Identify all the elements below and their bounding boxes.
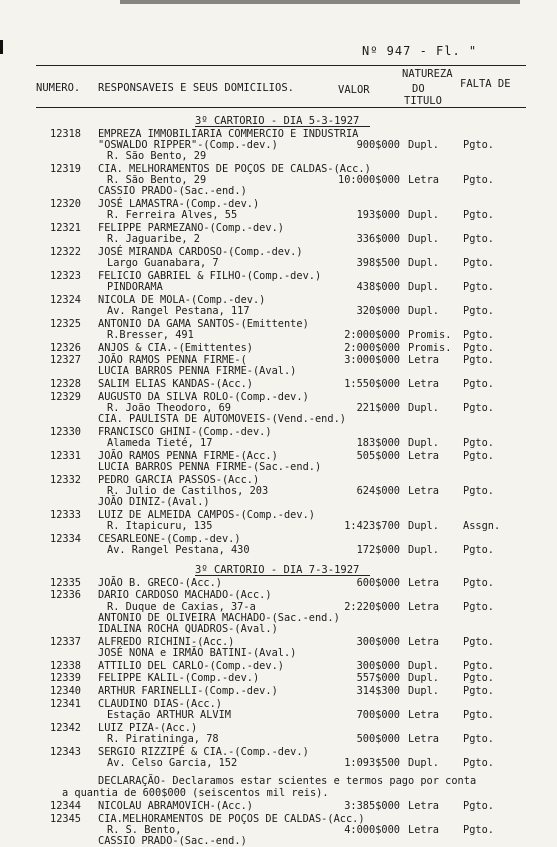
entry-number: 12323 (50, 269, 81, 282)
entry-line: R. Piratininga, 78 (107, 732, 219, 745)
entry-line: CASSIO PRADO-(Sac.-end.) (98, 834, 247, 847)
entry-nature: Dupl. (408, 520, 439, 533)
entry-value: 438$000 (356, 281, 400, 294)
entry-number: 12326 (50, 341, 81, 354)
entry-value: 300$000 (356, 659, 400, 672)
entry-line: SERGIO RIZZIPÉ & CIA.-(Comp.-dev.) (98, 745, 309, 758)
margin-mark (0, 40, 3, 54)
entry-situation: Pgto. (463, 257, 494, 270)
section-title: 3º CARTORIO - DIA 7-3-1927 (195, 563, 360, 576)
entry-line: JOÃO RAMOS PENNA FIRME-(Acc.) (98, 449, 278, 462)
entry-situation: Pgto. (463, 378, 494, 391)
entry-line: LUIZ PIZA-(Acc.) (98, 721, 198, 734)
entry-situation: Pgto. (463, 659, 494, 672)
entry-line: R. Ferreira Alves, 55 (107, 209, 238, 222)
entry-line: PINDORAMA (107, 281, 163, 294)
header-responsaveis: RESPONSAVEIS E SEUS DOMICILIOS. (98, 82, 294, 94)
entry-line: IDALINA ROCHA QUADROS-(Aval.) (98, 622, 278, 635)
entry-situation: Pgto. (463, 354, 494, 367)
entry-number: 12319 (50, 163, 81, 176)
entry-line: AUGUSTO DA SILVA ROLO-(Comp.-dev.) (98, 390, 309, 403)
entry-value: 500$000 (356, 732, 400, 745)
entry-nature: Dupl. (408, 281, 439, 294)
entry-value: 2:000$000 (344, 328, 400, 341)
entry-situation: Pgto. (463, 233, 494, 246)
entry-situation: Pgto. (463, 328, 494, 341)
entry-number: 12320 (50, 198, 81, 211)
entry-situation: Pgto. (463, 576, 494, 589)
entry-situation: Pgto. (463, 708, 494, 721)
entry-situation: Pgto. (463, 281, 494, 294)
entry-situation: Pgto. (463, 823, 494, 836)
entry-number: 12343 (50, 745, 81, 758)
entry-line: R. São Bento, 29 (107, 174, 207, 187)
entry-value: 10:000$000 (338, 174, 400, 187)
entry-number: 12341 (50, 697, 81, 710)
header-numero: NUMERO. (36, 82, 81, 94)
entry-number: 12318 (50, 128, 81, 140)
entry-nature: Dupl. (408, 257, 439, 270)
entry-nature: Dupl. (408, 139, 439, 152)
entry-line: R. S. Bento, (107, 823, 182, 836)
entry-value: 1:423$700 (344, 520, 400, 533)
entry-value: 398$500 (356, 257, 400, 270)
entry-situation: Pgto. (463, 304, 494, 317)
entry-nature: Letra (408, 449, 439, 462)
entry-situation: Pgto. (463, 139, 494, 152)
entry-nature: Promis. (408, 341, 452, 354)
page-label: Nº 947 - Fl. " (362, 44, 478, 58)
entry-line: Alameda Tieté, 17 (107, 437, 213, 450)
entry-situation: Pgto. (463, 437, 494, 450)
entry-nature: Dupl. (408, 756, 439, 769)
entry-line: ANTONIO DE OLIVEIRA MACHADO-(Sac.-end.) (98, 611, 340, 624)
entry-number: 12333 (50, 508, 81, 521)
entry-situation: Pgto. (463, 484, 494, 497)
entry-number: 12322 (50, 246, 81, 258)
entry-nature: Letra (408, 484, 439, 497)
header-top-rule (36, 65, 526, 66)
entry-number: 12327 (50, 354, 81, 367)
entry-line: EMPREZA IMMOBILIARIA COMMERCIO E INDUSTRIA (98, 128, 359, 140)
entry-value: 4:000$000 (344, 823, 400, 836)
top-edge-shadow (120, 0, 520, 4)
entry-number: 12335 (50, 576, 81, 589)
entry-line: CIA. PAULISTA DE AUTOMOVEIS-(Vend.-end.) (98, 413, 346, 426)
entry-number: 12339 (50, 672, 81, 685)
entry-line: LUCIA BARROS PENNA FIRME-(Aval.) (98, 365, 297, 378)
entry-value: 336$000 (356, 233, 400, 246)
entry-value: 193$000 (356, 209, 400, 222)
entry-number: 12344 (50, 799, 81, 812)
entry-nature: Letra (408, 378, 439, 391)
entry-line: Largo Guanabara, 7 (107, 257, 219, 270)
entry-situation: Pgto. (463, 685, 494, 697)
entry-value: 2:220$000 (344, 600, 400, 613)
declaracao-heading: DECLARAÇÃO- Declaramos estar scientes e termos pago por conta (98, 775, 477, 788)
entry-line: JOSÉ NONA e IRMÃO BATINI-(Aval.) (98, 646, 297, 659)
entry-nature: Letra (408, 635, 439, 648)
table-header (0, 62, 557, 108)
entry-number: 12330 (50, 426, 81, 438)
entry-value: 900$000 (356, 139, 400, 152)
entry-line: JOSÉ MIRANDA CARDOSO-(Comp.-dev.) (98, 246, 303, 258)
entry-nature: Dupl. (408, 209, 439, 222)
entry-line: CLAUDINO DIAS-(Acc.) (98, 697, 222, 710)
entry-line: PEDRO GARCIA PASSOS-(Acc.) (98, 473, 260, 486)
entry-situation: Assgn. (463, 520, 501, 533)
entry-situation: Pgto. (463, 402, 494, 415)
entry-nature: Dupl. (408, 402, 439, 415)
entry-situation: Pgto. (463, 756, 494, 769)
entry-value: 505$000 (356, 449, 400, 462)
entry-nature: Letra (408, 576, 439, 589)
entry-line: R.Bresser, 491 (107, 328, 194, 341)
entry-line: NICOLAU ABRAMOVICH-(Acc.) (98, 799, 253, 812)
entry-line: CESARLEONE-(Comp.-dev.) (98, 532, 241, 545)
entry-value: 557$000 (356, 672, 400, 685)
entry-number: 12329 (50, 390, 81, 403)
entry-nature: Promis. (408, 328, 452, 341)
entry-nature: Letra (408, 799, 439, 812)
entry-line: ARTHUR FARINELLI-(Comp.-dev.) (98, 685, 278, 697)
entry-line: JOÃO B. GRECO-(Acc.) (98, 576, 222, 589)
header-natureza-1: NATUREZA (402, 68, 453, 80)
entry-value: 314$300 (356, 685, 400, 697)
entry-line: R. Julio de Castilhos, 203 (107, 484, 269, 497)
entry-line: Av. Rangel Pestana, 430 (107, 543, 250, 556)
entry-line: "OSWALDO RIPPER"-(Comp.-dev.) (98, 139, 278, 152)
entry-number: 12324 (50, 293, 81, 306)
entry-line: R. Jaguaribe, 2 (107, 233, 200, 246)
entry-nature: Letra (408, 174, 439, 187)
entry-line: JOÃO DINIZ-(Aval.) (98, 496, 210, 509)
entry-line: DARIO CARDOSO MACHADO-(Acc.) (98, 589, 272, 602)
entry-line: ANJOS & CIA.-(Emittentes) (98, 341, 253, 354)
entry-number: 12321 (50, 222, 81, 235)
entry-nature: Letra (408, 732, 439, 745)
entry-line: FELICIO GABRIEL & FILHO-(Comp.-dev.) (98, 269, 322, 282)
entry-situation: Pgto. (463, 732, 494, 745)
entry-line: SALIM ELIAS KANDAS-(Acc.) (98, 378, 253, 391)
entry-nature: Letra (408, 354, 439, 367)
entry-nature: Dupl. (408, 543, 439, 556)
header-bottom-rule (36, 107, 526, 108)
entry-situation: Pgto. (463, 600, 494, 613)
header-natureza-3: TITULO (404, 95, 442, 107)
entry-nature: Letra (408, 600, 439, 613)
entry-line: Av. Celso Garcia, 152 (107, 756, 238, 769)
entry-line: Av. Rangel Pestana, 117 (107, 304, 250, 317)
entry-situation: Pgto. (463, 174, 494, 187)
entry-number: 12338 (50, 659, 81, 672)
entry-line: R. João Theodoro, 69 (107, 402, 231, 415)
entry-line: CIA.MELHORAMENTOS DE POÇOS DE CALDAS-(Acc.) (98, 812, 365, 825)
entry-nature: Dupl. (408, 233, 439, 246)
entry-line: LUCIA BARROS PENNA FIRME-(Sac.-end.) (98, 461, 322, 474)
section-title-underline (195, 126, 370, 127)
entry-nature: Dupl. (408, 659, 439, 672)
entry-value: 221$000 (356, 402, 400, 415)
section-title: 3º CARTORIO - DIA 5-3-1927 (195, 115, 360, 127)
entry-situation: Pgto. (463, 449, 494, 462)
entry-line: JOÃO RAMOS PENNA FIRME-( (98, 354, 247, 367)
entry-line: R. Itapicuru, 135 (107, 520, 213, 533)
entry-value: 1:550$000 (344, 378, 400, 391)
entry-line: R. Duque de Caxias, 37-a (107, 600, 256, 613)
entry-value: 300$000 (356, 635, 400, 648)
entry-situation: Pgto. (463, 341, 494, 354)
entry-situation: Pgto. (463, 635, 494, 648)
entry-value: 172$000 (356, 543, 400, 556)
entry-number: 12332 (50, 473, 81, 486)
entry-value: 624$000 (356, 484, 400, 497)
entry-situation: Pgto. (463, 543, 494, 556)
entry-line: ALFREDO RICHINI-(Acc.) (98, 635, 235, 648)
section-title-underline (195, 575, 370, 576)
entry-number: 12337 (50, 635, 81, 648)
entry-line: JOSÉ LAMASTRA-(Comp.-dev.) (98, 198, 260, 211)
entry-nature: Letra (408, 708, 439, 721)
entry-line: CIA. MELHORAMENTOS DE POÇOS DE CALDAS-(Acc.) (98, 163, 371, 176)
entry-value: 1:093$500 (344, 756, 400, 769)
entry-value: 700$000 (356, 708, 400, 721)
entry-line: NICOLA DE MOLA-(Comp.-dev.) (98, 293, 266, 306)
entry-line: R. São Bento, 29 (107, 150, 207, 163)
entry-nature: Dupl. (408, 672, 439, 685)
header-natureza-2: DO (412, 83, 425, 95)
declaracao-text: a quantia de 600$000 (seiscentos mil reis). (62, 786, 329, 799)
entry-line: FELIPPE KALIL-(Comp.-dev.) (98, 672, 260, 685)
entry-line: LUIZ DE ALMEIDA CAMPOS-(Comp.-dev.) (98, 508, 315, 521)
entry-situation: Pgto. (463, 799, 494, 812)
entry-line: CASSIO PRADO-(Sac.-end.) (98, 185, 247, 198)
entry-line: ANTONIO DA GAMA SANTOS-(Emittente) (98, 317, 309, 330)
entry-number: 12325 (50, 317, 81, 330)
entry-number: 12331 (50, 449, 81, 462)
entry-value: 3:000$000 (344, 354, 400, 367)
entry-number: 12336 (50, 589, 81, 602)
entry-situation: Pgto. (463, 672, 494, 685)
header-falta: FALTA DE (460, 78, 511, 90)
entry-number: 12342 (50, 721, 81, 734)
entry-number: 12340 (50, 685, 81, 697)
entry-line: FRANCISCO GHINI-(Comp.-dev.) (98, 426, 272, 438)
entry-line: Estação ARTHUR ALVIM (107, 708, 231, 721)
entry-number: 12345 (50, 812, 81, 825)
entry-nature: Dupl. (408, 304, 439, 317)
header-valor: VALOR (338, 84, 370, 96)
entry-nature: Letra (408, 823, 439, 836)
entry-nature: Dupl. (408, 437, 439, 450)
entry-nature: Dupl. (408, 685, 439, 697)
entry-line: FELIPPE PARMEZANO-(Comp.-dev.) (98, 222, 284, 235)
entry-value: 2:000$000 (344, 341, 400, 354)
entry-line: ATTILIO DEL CARLO-(Comp.-dev.) (98, 659, 284, 672)
entry-value: 3:385$000 (344, 799, 400, 812)
entry-number: 12328 (50, 378, 81, 391)
entry-number: 12334 (50, 532, 81, 545)
entry-value: 600$000 (356, 576, 400, 589)
entry-situation: Pgto. (463, 209, 494, 222)
entry-value: 320$000 (356, 304, 400, 317)
entry-value: 183$000 (356, 437, 400, 450)
